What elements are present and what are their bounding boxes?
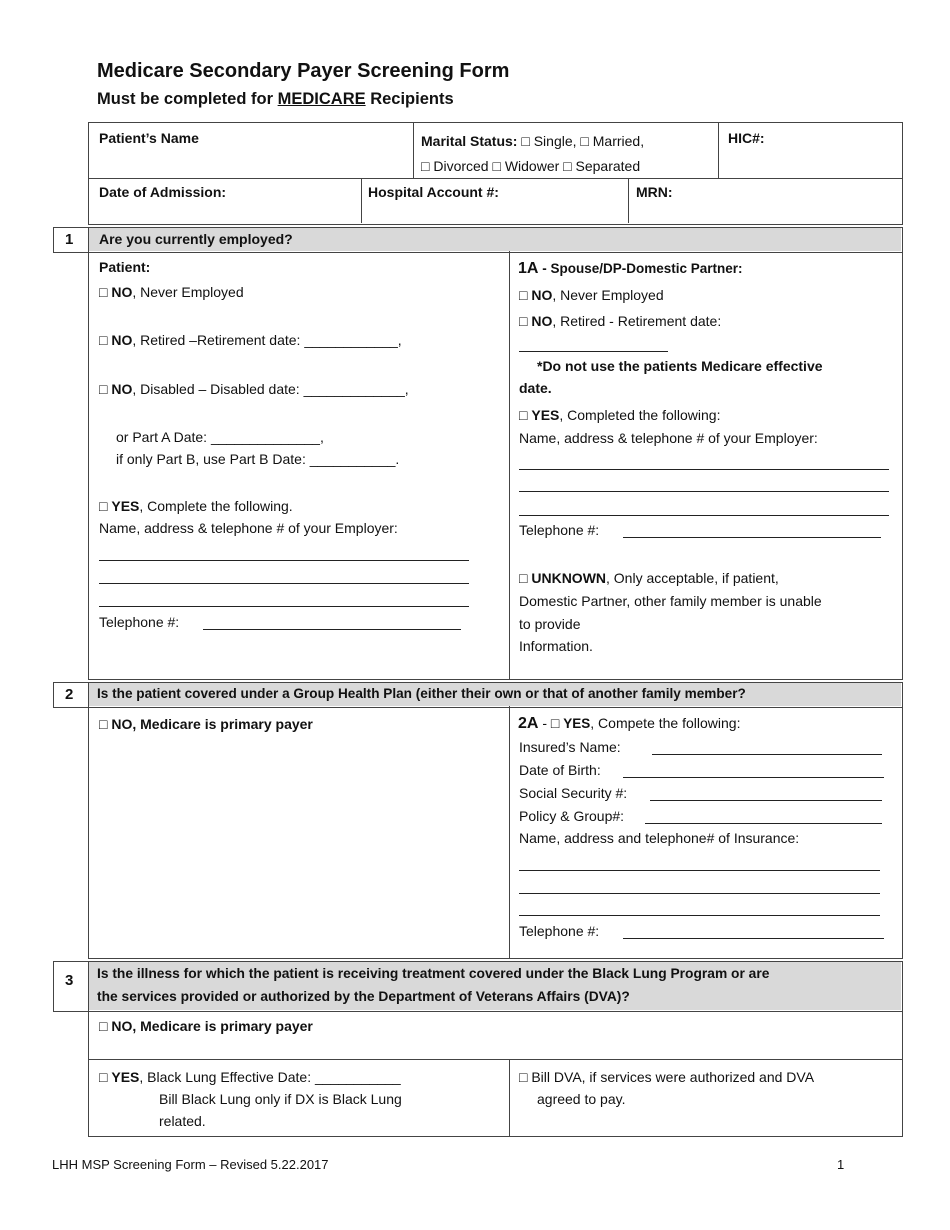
spouse-employer-line-3[interactable]: [519, 515, 889, 516]
insured-name-label: Insured’s Name:: [519, 739, 621, 755]
black-lung-note-1: Bill Black Lung only if DX is Black Lung: [159, 1091, 402, 1107]
spouse-employer-line-1[interactable]: [519, 469, 889, 470]
no-label: NO: [111, 332, 133, 348]
insurance-label: Name, address and telephone# of Insurance:: [519, 830, 800, 846]
telephone-line[interactable]: [203, 629, 461, 630]
spouse-telephone-label: Telephone #:: [519, 522, 600, 538]
marital-label: Marital Status:: [421, 133, 518, 149]
s2-yes-option[interactable]: 2A - □ YES, Compete the following:: [518, 715, 741, 732]
no-never-text: , Never Employed: [552, 287, 664, 303]
note-line-1: *Do not use the patients Medicare effective: [537, 358, 823, 374]
patient-label: Patient:: [99, 259, 151, 275]
yes-number: 2A: [518, 715, 539, 732]
bill-dva-option[interactable]: □ Bill DVA, if services were authorized and DVA: [519, 1069, 815, 1085]
spouse-retirement-line[interactable]: [519, 351, 668, 352]
note-line-2: date.: [519, 380, 552, 396]
section-3-number: 3: [65, 972, 74, 989]
insurance-line-3[interactable]: [519, 915, 880, 916]
policy-label: Policy & Group#:: [519, 808, 625, 824]
spouse-yes[interactable]: □ YES, Completed the following:: [519, 407, 721, 423]
marital-status: [421, 132, 644, 150]
unknown-option[interactable]: □ UNKNOWN, Only acceptable, if patient,: [519, 570, 779, 586]
page-number: 1: [837, 1157, 845, 1172]
date-admission-label: Date of Admission:: [99, 184, 227, 200]
employer-line-1[interactable]: [99, 560, 469, 561]
yes-text: , Completed the following:: [559, 407, 721, 423]
no-disabled-text: , Disabled – Disabled date: _____________,: [132, 381, 409, 397]
employer-line-2[interactable]: [99, 583, 469, 584]
footer-text: LHH MSP Screening Form – Revised 5.22.2017: [52, 1157, 329, 1172]
subtitle-pre: Must be completed for: [97, 90, 278, 108]
s2-no-medicare-primary[interactable]: □ NO, Medicare is primary payer: [99, 716, 313, 732]
section-1-number: 1: [65, 231, 74, 248]
yes-text: , Compete the following:: [590, 715, 741, 731]
employer-label: Name, address & telephone # of your Employer:: [99, 520, 398, 536]
patient-name-label: Patient’s Name: [99, 130, 199, 146]
subtitle-post: Recipients: [365, 90, 454, 108]
yes-label: YES: [111, 498, 140, 514]
yes-label: YES: [531, 407, 560, 423]
no-label: NO: [531, 287, 553, 303]
section-2-question: Is the patient covered under a Group Health Plan (either their own or that of another family member?: [97, 686, 746, 701]
section-3-question-1: Is the illness for which the patient is receiving treatment covered under the Black Lung Program or are: [97, 966, 770, 981]
section-1-question: Are you currently employed?: [99, 231, 293, 247]
part-b-date[interactable]: if only Part B, use Part B Date: ___________.: [116, 451, 400, 467]
employer-line-3[interactable]: [99, 606, 469, 607]
bill-dva-note: agreed to pay.: [537, 1091, 626, 1107]
mrn-label: MRN:: [636, 184, 673, 200]
policy-line[interactable]: [645, 823, 882, 824]
unknown-label: UNKNOWN: [531, 570, 607, 586]
unknown-text-1: , Only acceptable, if patient,: [606, 570, 779, 586]
black-lung-date-text: , Black Lung Effective Date: ___________: [139, 1069, 401, 1085]
s2-telephone-line[interactable]: [623, 938, 884, 939]
spouse-label: - Spouse/DP-Domestic Partner:: [538, 261, 743, 276]
yes-label: YES: [563, 716, 591, 731]
no-never-text: , Never Employed: [132, 284, 244, 300]
insurance-line-2[interactable]: [519, 893, 880, 894]
section-2-number: 2: [65, 686, 74, 703]
dob-label: Date of Birth:: [519, 762, 601, 778]
marital-options-2[interactable]: □ Divorced □ Widower □ Separated: [421, 158, 641, 174]
no-label: NO: [531, 313, 553, 329]
no-label: NO: [111, 381, 133, 397]
section-3-question-2: the services provided or authorized by the Department of Veterans Affairs (DVA)?: [97, 989, 630, 1004]
spouse-employer-line-2[interactable]: [519, 491, 889, 492]
black-lung-yes[interactable]: □ YES, Black Lung Effective Date: ___________: [99, 1069, 401, 1085]
hic-label: HIC#:: [728, 130, 765, 146]
spouse-no-retired[interactable]: □ NO, Retired - Retirement date:: [519, 313, 722, 329]
marital-options-1[interactable]: □ Single, □ Married,: [521, 133, 645, 149]
spouse-no-never[interactable]: □ NO, Never Employed: [519, 287, 664, 303]
black-lung-note-2: related.: [159, 1113, 206, 1129]
yes-label: YES: [111, 1069, 140, 1085]
spouse-header: [518, 259, 743, 278]
yes-complete[interactable]: □ YES, Complete the following.: [99, 498, 293, 514]
s3-no-medicare-primary[interactable]: □ NO, Medicare is primary payer: [99, 1018, 313, 1034]
no-never-employed[interactable]: □ NO, Never Employed: [99, 284, 244, 300]
insured-name-line[interactable]: [652, 754, 882, 755]
unknown-text-4: Information.: [519, 638, 593, 654]
subtitle-medicare: MEDICARE: [277, 90, 366, 108]
form-title: Medicare Secondary Payer Screening Form: [97, 60, 510, 82]
telephone-label: Telephone #:: [99, 614, 180, 630]
part-a-date[interactable]: or Part A Date: ______________,: [116, 429, 324, 445]
ssn-line[interactable]: [650, 800, 882, 801]
spouse-number: 1A: [518, 260, 539, 277]
no-retired[interactable]: □ NO, Retired –Retirement date: ____________,: [99, 332, 402, 348]
no-disabled[interactable]: □ NO, Disabled – Disabled date: _____________,: [99, 381, 409, 397]
yes-text: , Complete the following.: [139, 498, 293, 514]
unknown-text-3: to provide: [519, 616, 581, 632]
spouse-telephone-line[interactable]: [623, 537, 881, 538]
no-label: NO: [111, 284, 133, 300]
s2-telephone-label: Telephone #:: [519, 923, 600, 939]
no-retired-text: , Retired –Retirement date: ____________,: [132, 332, 402, 348]
form-subtitle: [97, 90, 454, 109]
insurance-line-1[interactable]: [519, 870, 880, 871]
dob-line[interactable]: [623, 777, 884, 778]
no-retired-text: , Retired - Retirement date:: [552, 313, 722, 329]
hospital-account-label: Hospital Account #:: [368, 184, 499, 200]
ssn-label: Social Security #:: [519, 785, 628, 801]
unknown-text-2: Domestic Partner, other family member is unable: [519, 593, 822, 609]
spouse-employer-label: Name, address & telephone # of your Employer:: [519, 430, 818, 446]
